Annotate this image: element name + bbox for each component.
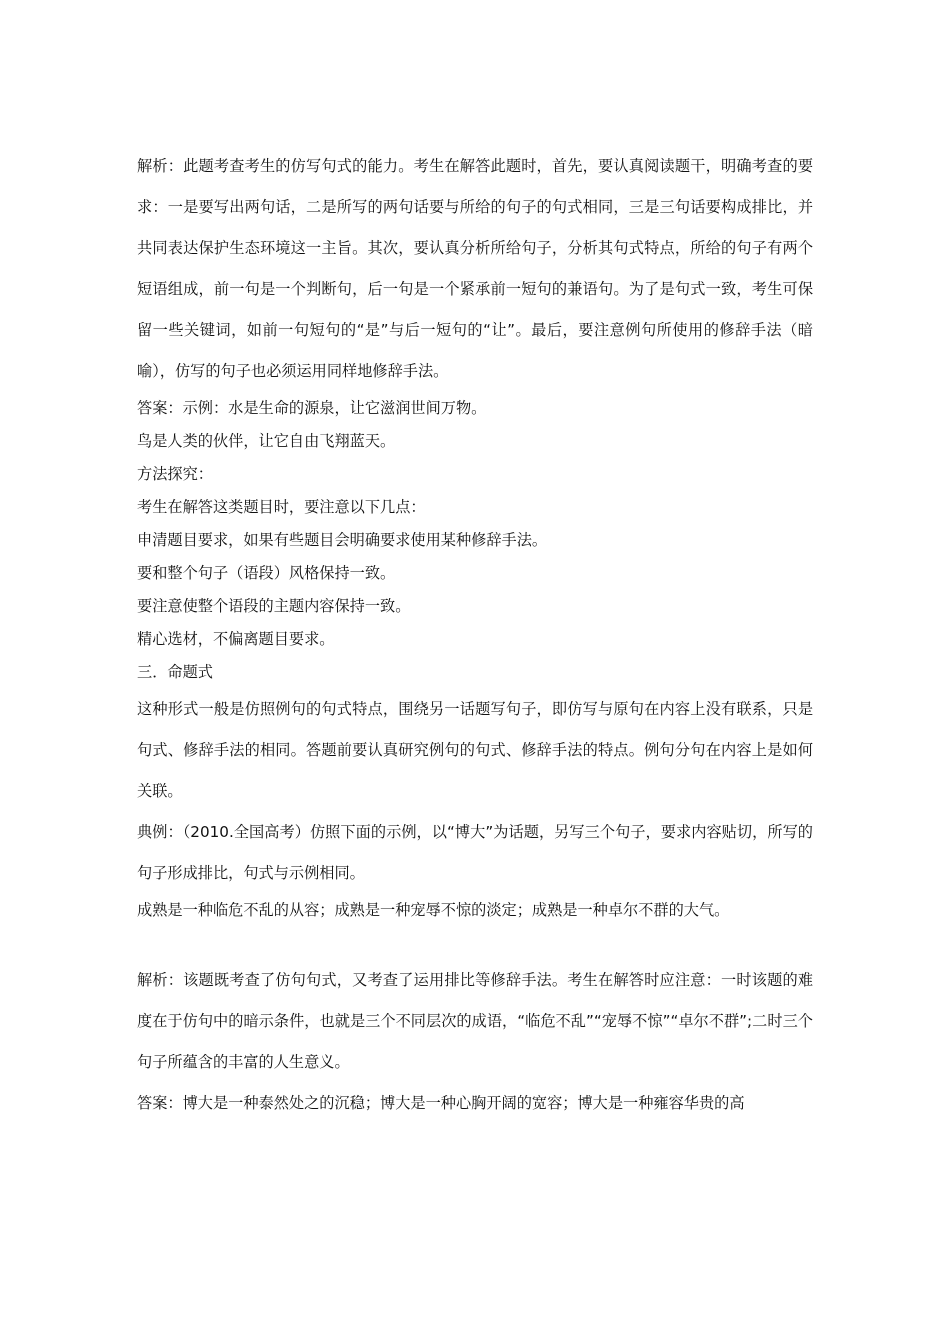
document-body bbox=[137, 146, 813, 1124]
method-point-4: 精心选材，不偏离题目要求。 bbox=[137, 630, 335, 648]
example-question: 典例：（2010.全国高考）仿照下面的示例，以“博大”为话题，另写三个句子，要求内容贴切，所写的句子形成排比，句式与示例相同。 bbox=[137, 823, 813, 882]
method-point-3: 要注意使整个语段的主题内容保持一致。 bbox=[137, 597, 411, 615]
method-heading: 方法探究： bbox=[137, 465, 213, 483]
section-3-description: 这种形式一般是仿照例句的句式特点，围绕另一话题写句子，即仿写与原句在内容上没有联系，只是句式、修辞手法的相同。答题前要认真研究例句的句式、修辞手法的特点。例句分句在内容上是如何关联。 bbox=[137, 700, 813, 800]
analysis-paragraph-2: 解析：该题既考查了仿句句式，又考查了运用排比等修辞手法。考生在解答时应注意：一时该题的难度在于仿句中的暗示条件，也就是三个不同层次的成语，“临危不乱”“宠辱不惊”“卓尔不群”;二时三个句子所蕴含的丰富的人生意义。 bbox=[137, 971, 813, 1071]
example-sentence: 成熟是一种临危不乱的从容；成熟是一种宠辱不惊的淡定；成熟是一种卓尔不群的大气。 bbox=[137, 901, 730, 919]
answer-example-line-1: 答案：示例：水是生命的源泉，让它滋润世间万物。 bbox=[137, 399, 487, 417]
method-point-1: 申清题目要求，如果有些题目会明确要求使用某种修辞手法。 bbox=[137, 531, 548, 549]
method-intro: 考生在解答这类题目时，要注意以下几点： bbox=[137, 498, 426, 516]
method-point-2: 要和整个句子（语段）风格保持一致。 bbox=[137, 564, 396, 582]
answer-paragraph-2: 答案：博大是一种泰然处之的沉稳；博大是一种心胸开阔的宽容；博大是一种雍容华贵的高 bbox=[137, 1094, 745, 1112]
analysis-paragraph-1: 解析：此题考查考生的仿写句式的能力。考生在解答此题时，首先，要认真阅读题干，明确考查的要求：一是要写出两句话，二是所写的两句话要与所给的句子的句式相同，三是三句话要构成排比，并共同表达保护生态环境这一主旨。其次，要认真分析所给句子，分析其句式特点，所给的句子有两个短语组成，前一句是一个判断句，后一句是一个紧承前一短句的兼语句。为了是句式一致，考生可保留一些关键词，如前一句短句的“是”与后一短句的“让”。最后，要注意例句所使用的修辞手法（暗喻），仿写的句子也必须运用同样地修辞手法。 bbox=[137, 157, 813, 380]
section-heading-3: 三．命题式 bbox=[137, 663, 213, 681]
answer-example-line-2: 鸟是人类的伙伴，让它自由飞翔蓝天。 bbox=[137, 432, 396, 450]
blank-gap bbox=[137, 927, 813, 960]
